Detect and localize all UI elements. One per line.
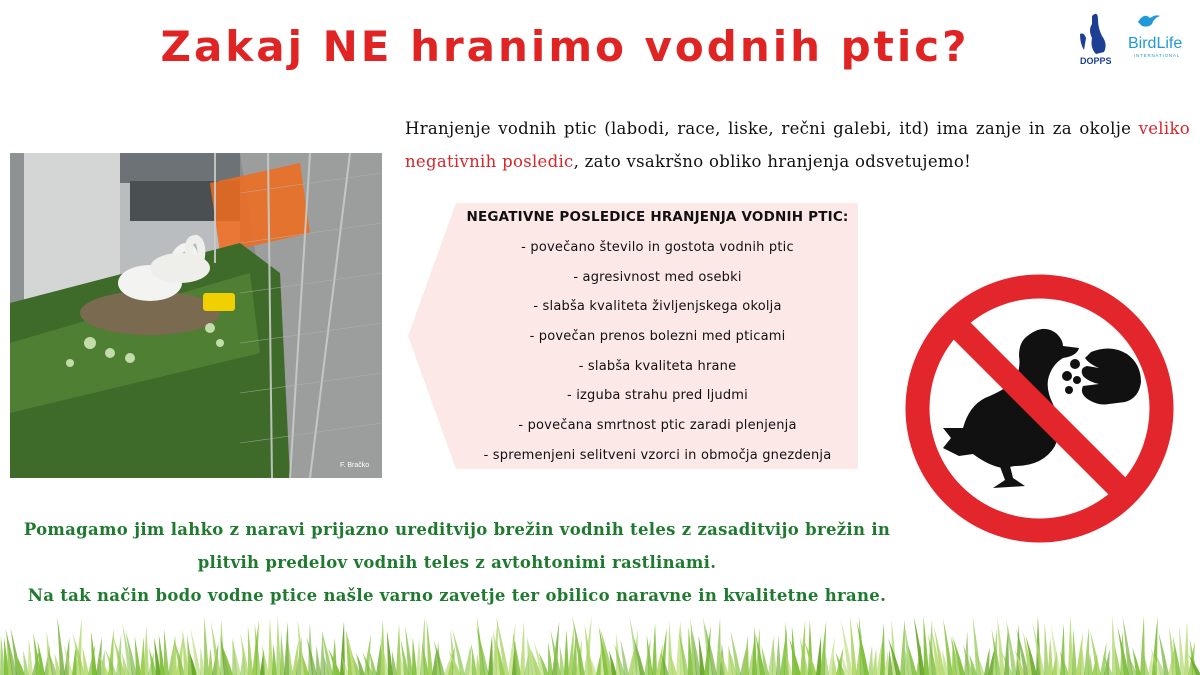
swans-photo — [10, 153, 382, 478]
photo-credit: F. Bračko — [340, 462, 370, 469]
heron-icon — [1086, 14, 1106, 54]
intro-part2: , zato vsakršno obliko hranjenja odsvetujemo! — [573, 152, 972, 171]
intro-part1: Hranjenje vodnih ptic (labodi, race, liske, rečni galebi, itd) ima zanje in za okolje — [405, 119, 1139, 138]
help-text — [12, 513, 902, 612]
birdlife-subtext: INTERNATIONAL — [1134, 53, 1181, 58]
help-line-2: plitvih predelov vodnih teles z avtohtonimi rastlinami. — [197, 553, 717, 572]
consequence-item: - povečana smrtnost ptic zaradi plenjenja — [518, 418, 797, 434]
consequence-item: - povečan prenos bolezni med pticami — [529, 329, 786, 345]
no-feeding-sign-icon — [903, 272, 1176, 545]
help-line-3: Na tak način bodo vodne ptice našle varno zavetje ter obilico naravne in kvalitetne hrane. — [27, 586, 887, 605]
consequence-item: - izguba strahu pred ljudmi — [567, 388, 748, 404]
consequence-item: - povečano število in gostota vodnih ptic — [521, 240, 794, 255]
bird-icon — [1138, 15, 1160, 26]
consequences-list — [440, 206, 875, 471]
page-title: Zakaj NE hranimo vodnih ptic? — [160, 22, 970, 71]
intro-text — [405, 112, 1190, 178]
consequences-heading: NEGATIVNE POSLEDICE HRANJENJA VODNIH PTIC: — [466, 209, 849, 225]
birdlife-logo — [1128, 15, 1182, 58]
grass-border — [0, 613, 1200, 675]
consequence-item: - spremenjeni selitveni vzorci in območja gnezdenja — [483, 447, 832, 463]
dopps-text: DOPPS — [1080, 56, 1112, 66]
intro-highlight: veliko negativnih posledic — [405, 119, 1190, 171]
partner-logos — [1078, 8, 1190, 68]
dopps-logo — [1080, 14, 1112, 66]
consequence-item: - slabša kvaliteta življenjskega okolja — [533, 299, 782, 315]
help-line-1: Pomagamo jim lahko z naravi prijazno ureditvijo brežin vodnih teles z zasaditvijo brežin in — [23, 520, 891, 539]
consequence-item: - agresivnost med osebki — [573, 269, 742, 285]
consequence-item: - slabša kvaliteta hrane — [578, 358, 737, 374]
birdlife-text: BirdLife — [1128, 35, 1183, 52]
